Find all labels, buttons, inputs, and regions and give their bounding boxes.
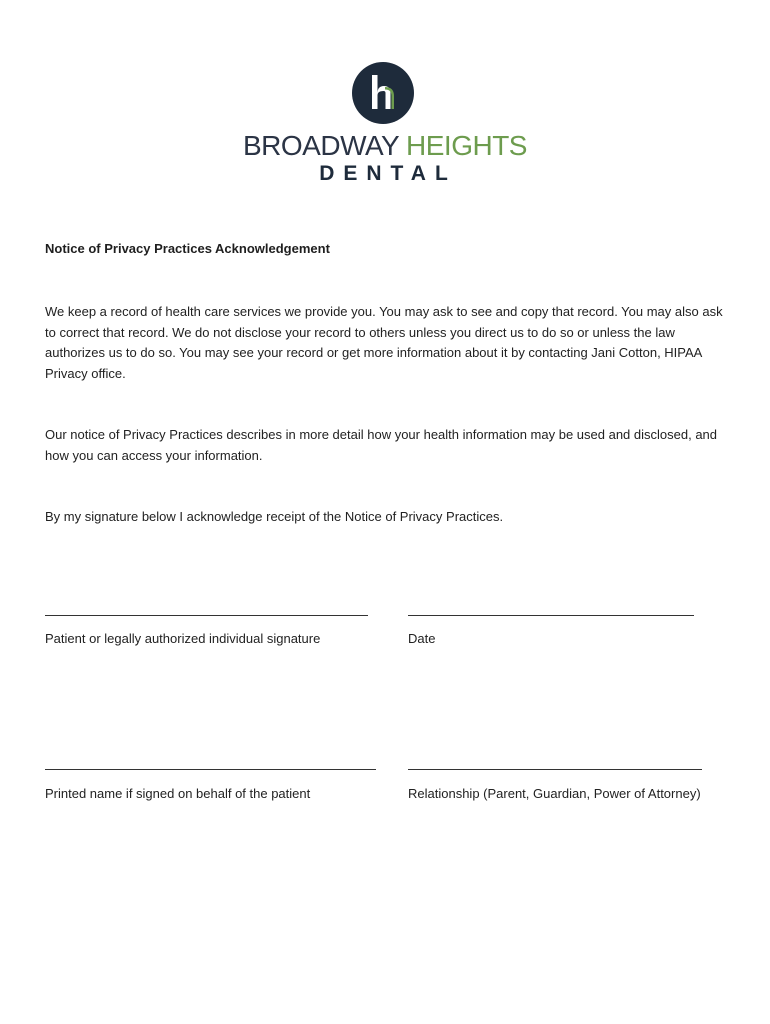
date-label: Date [408, 631, 436, 646]
logo-mark-icon [352, 62, 414, 124]
paragraph-acknowledgement: By my signature below I acknowledge receipt of the Notice of Privacy Practices. [45, 509, 504, 524]
printed-name-label: Printed name if signed on behalf of the patient [45, 786, 311, 801]
document-title: Notice of Privacy Practices Acknowledgement [45, 241, 330, 256]
date-line[interactable] [408, 615, 694, 616]
clinic-logo [0, 58, 770, 188]
relationship-label: Relationship (Parent, Guardian, Power of Attorney) [408, 786, 701, 801]
printed-name-line[interactable] [45, 769, 376, 770]
patient-signature-line[interactable] [45, 615, 368, 616]
logo-word-heights: HEIGHTS [406, 130, 527, 161]
logo-name [0, 130, 770, 162]
paragraph-records: We keep a record of health care services we provide you. You may ask to see and copy that record. You may also ask to correct that record. We do not disclose your record to others unless you direct us to do so or unless the law authorizes us to do so. You may see your record or get more information about it by contacting Jani Cotton, HIPAA Privacy office. [45, 304, 723, 381]
paragraph-notice: Our notice of Privacy Practices describes in more detail how your health information may be used and disclosed, and how you can access your information. [45, 427, 718, 463]
relationship-line[interactable] [408, 769, 702, 770]
logo-word-broadway: BROADWAY [243, 130, 399, 161]
patient-signature-label: Patient or legally authorized individual signature [45, 631, 321, 646]
logo-subtitle: DENTAL [319, 162, 457, 185]
